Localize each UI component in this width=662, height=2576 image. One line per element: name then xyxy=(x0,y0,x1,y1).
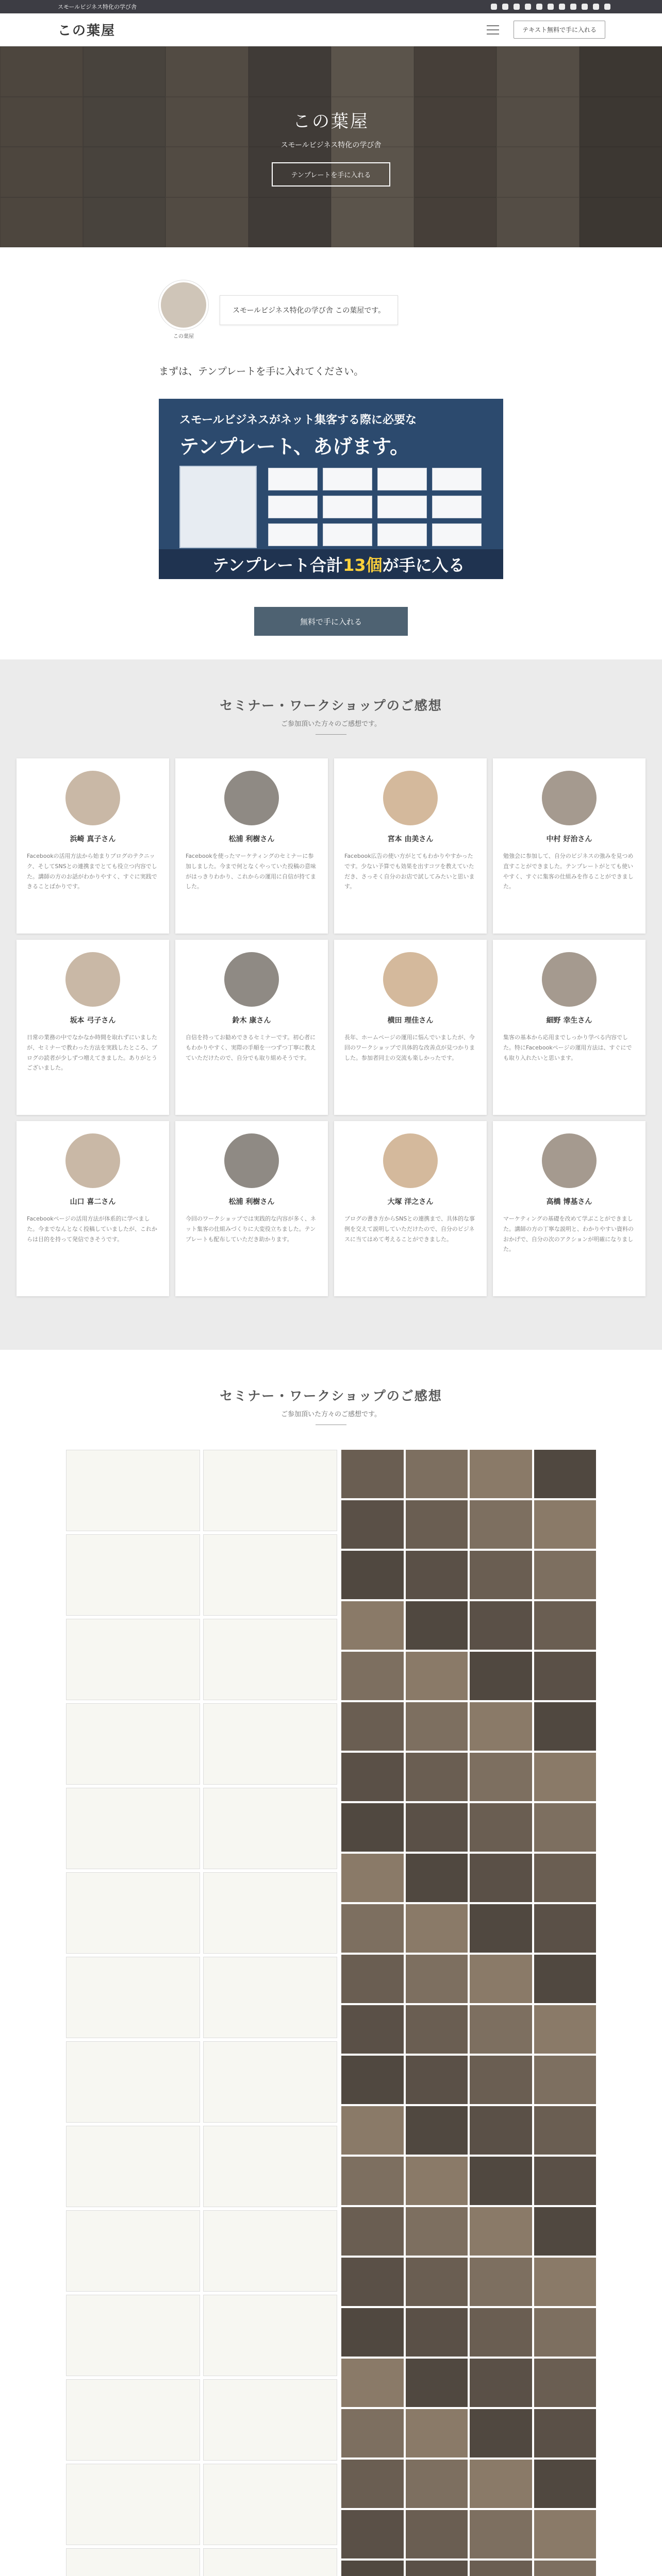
site-header xyxy=(0,13,662,46)
seminar-photo xyxy=(406,1854,468,1902)
seminar-photo xyxy=(341,2258,404,2306)
header-cta-button[interactable]: テキスト無料で手に入れる xyxy=(514,21,605,39)
testimonial-text: 長年、ホームページの運用に悩んでいましたが、今回のワークショップで具体的な改善点が見つかりました。参加者同士の交流も楽しかったです。 xyxy=(344,1034,475,1061)
testimonial-text: Facebookの活用方法から始まりブログのテクニック、そしてSNSとの連携までとても役立つ内容でした。講師の方のお話がわかりやすく、すぐに実践できることばかりです。 xyxy=(27,853,157,890)
seminar-photo xyxy=(406,2157,468,2205)
feedly-icon[interactable] xyxy=(559,4,565,10)
intro-speech xyxy=(159,280,398,340)
seminar-photo xyxy=(341,2460,404,2508)
feedback-sheet-image xyxy=(66,2464,200,2545)
section-title: セミナー・ワークショップのご感想 xyxy=(220,698,442,713)
seminar-photo xyxy=(470,2258,532,2306)
feedback-sheet-image xyxy=(203,1534,337,1616)
avatar xyxy=(383,952,438,1007)
seminar-photo xyxy=(406,1450,468,1498)
testimonial-name: 松浦 利樹さん xyxy=(228,1198,275,1206)
seminar-photo xyxy=(406,2258,468,2306)
instagram-icon[interactable] xyxy=(593,4,599,10)
seminar-photo xyxy=(341,2510,404,2558)
seminar-photo xyxy=(341,1601,404,1650)
seminar-photo xyxy=(470,2460,532,2508)
seminar-photo xyxy=(406,1702,468,1751)
feedback-sheet-image xyxy=(66,1619,200,1700)
seminar-photo xyxy=(341,2106,404,2155)
seminar-photo xyxy=(470,2510,532,2558)
seminar-photo xyxy=(470,1500,532,1549)
seminar-photo xyxy=(534,2258,597,2306)
avatar xyxy=(159,280,208,330)
feedback-sheet-image xyxy=(66,1788,200,1869)
feedback-sheet-image xyxy=(66,1534,200,1616)
feedback-sheet-image xyxy=(203,1450,337,1531)
seminar-photo xyxy=(341,1904,404,1953)
testimonial-text: 勉強会に参加して、自分のビジネスの強みを見つめ直すことができました。テンプレートがとても使いやすく、すぐに集客の仕組みを作ることができました。 xyxy=(503,853,634,890)
avatar xyxy=(542,771,597,825)
seminar-photo xyxy=(534,1551,597,1599)
testimonial-card xyxy=(16,1121,169,1296)
testimonial-card xyxy=(493,758,646,934)
seminar-photo xyxy=(341,2561,404,2576)
seminar-photo xyxy=(406,2106,468,2155)
seminar-photo xyxy=(341,2157,404,2205)
seminar-photo xyxy=(534,2409,597,2458)
seminar-photo xyxy=(470,1551,532,1599)
seminar-photo xyxy=(341,1803,404,1852)
testimonial-text: 自信を持ってお勧めできるセミナーです。初心者にもわかりやすく、実際の手順を一つずつ丁寧に教えていただけたので、自分でも取り組めそうです。 xyxy=(186,1034,316,1061)
seminar-photo xyxy=(534,2359,597,2407)
template-thumbnails xyxy=(268,468,482,546)
feedback-sheet-image xyxy=(203,1788,337,1869)
testimonial-name: 横田 理佳さん xyxy=(387,1016,434,1025)
manual-book-image xyxy=(179,466,257,548)
social-icons xyxy=(491,4,610,10)
seminar-photo xyxy=(470,2561,532,2576)
testimonial-text: Facebookを使ったマーケティングのセミナーに参加しました。今まで何となくやっていた投稿の意味がはっきりわかり、これからの運用に自信が持てました。 xyxy=(186,853,316,890)
testimonial-card xyxy=(175,940,328,1115)
hero-template-button[interactable]: テンプレートを手に入れる xyxy=(272,162,391,187)
seminar-photo xyxy=(534,2510,597,2558)
seminar-photo xyxy=(406,1955,468,2003)
seminar-photo xyxy=(534,2460,597,2508)
feedback-sheet-image xyxy=(203,1619,337,1700)
testimonial-card xyxy=(493,1121,646,1296)
testimonial-name: 中村 好治さん xyxy=(546,835,592,843)
testimonial-card xyxy=(16,758,169,934)
seminar-photo xyxy=(534,2308,597,2357)
facebook-icon[interactable] xyxy=(502,4,508,10)
testimonial-name: 宮本 由美さん xyxy=(387,835,434,843)
seminar-photo xyxy=(470,1450,532,1498)
template-banner[interactable] xyxy=(159,399,503,579)
testimonial-text: Facebook広告の使い方がとてもわかりやすかったです。少ない予算でも効果を出すコツを教えていただき、さっそく自分のお店で試してみたいと思います。 xyxy=(344,853,475,890)
testimonial-text: 集客の基本から応用までしっかり学べる内容でした。特にFacebookページの運用方法は、すぐにでも取り入れたいと思います。 xyxy=(503,1034,632,1061)
avatar-caption: この葉屋 xyxy=(173,334,194,340)
seminar-photo xyxy=(534,1854,597,1902)
seminar-photo xyxy=(534,1500,597,1549)
seminar-photo xyxy=(341,1955,404,2003)
testimonial-name: 細野 幸生さん xyxy=(546,1016,592,1025)
banner-footer-count: 13個 xyxy=(343,555,383,575)
feedback-sheet-image xyxy=(66,1957,200,2038)
seminar-photo xyxy=(470,1854,532,1902)
avatar xyxy=(542,952,597,1007)
feedback-sheet-image xyxy=(66,2210,200,2292)
testimonial-card xyxy=(175,758,328,934)
seminar-photo xyxy=(470,1955,532,2003)
seminar-photo xyxy=(534,1601,597,1650)
testimonial-card xyxy=(16,940,169,1115)
seminar-photo xyxy=(470,2005,532,2054)
seminar-photo xyxy=(341,1753,404,1801)
feedback-section xyxy=(0,1350,662,2576)
feedback-sheet-image xyxy=(66,2295,200,2376)
testimonial-text: 日常の業務の中でなかなか時間を取れずにいましたが、セミナーで教わった方法を実践したところ、ブログの読者が少しずつ増えてきました。ありがとうございました。 xyxy=(27,1034,157,1072)
seminar-photo xyxy=(470,2106,532,2155)
seminar-photo xyxy=(406,2561,468,2576)
hero-section xyxy=(0,46,662,247)
testimonial-text: Facebookページの活用方法が体系的に学べました。今までなんとなく投稿していましたが、これからは目的を持って発信できそうです。 xyxy=(27,1215,157,1243)
testimonial-card xyxy=(334,1121,487,1296)
seminar-photo xyxy=(341,1702,404,1751)
avatar xyxy=(383,1133,438,1188)
avatar xyxy=(65,952,120,1007)
seminar-photo xyxy=(470,1601,532,1650)
testimonial-name: 松浦 利樹さん xyxy=(228,835,275,843)
feedback-sheets xyxy=(66,1450,337,2576)
seminar-photo xyxy=(470,2409,532,2458)
section-subtitle: ご参加頂いた方々のご感想です。 xyxy=(281,1411,381,1418)
seminar-photo xyxy=(534,2561,597,2576)
feedback-sheet-image xyxy=(203,1872,337,1954)
seminar-photo xyxy=(406,2460,468,2508)
seminar-photo xyxy=(534,2207,597,2256)
seminar-photo xyxy=(406,2409,468,2458)
testimonial-text: ブログの書き方からSNSとの連携まで、具体的な事例を交えて説明していただけたので、自分のビジネスに当てはめて考えることができました。 xyxy=(344,1215,475,1243)
seminar-photo xyxy=(341,1500,404,1549)
seminar-photo xyxy=(406,1803,468,1852)
divider xyxy=(316,734,346,735)
seminar-photo xyxy=(341,1854,404,1902)
seminar-photo xyxy=(534,2056,597,2104)
feedback-sheet-image xyxy=(66,2126,200,2207)
get-template-button[interactable]: 無料で手に入れる xyxy=(254,607,408,636)
seminar-photo xyxy=(470,1652,532,1700)
hero-title: この葉屋 xyxy=(293,111,369,132)
feedback-sheet-image xyxy=(203,2295,337,2376)
feedback-sheet-image xyxy=(203,1703,337,1785)
seminar-photo xyxy=(406,2056,468,2104)
seminar-photo xyxy=(406,2005,468,2054)
pocket-icon[interactable] xyxy=(536,4,542,10)
seminar-photo xyxy=(470,1702,532,1751)
hero-subtitle: スモールビジネス特化の学び舎 xyxy=(280,141,382,149)
youtube-icon[interactable] xyxy=(582,4,588,10)
seminar-photo xyxy=(406,1753,468,1801)
seminar-photo xyxy=(534,1702,597,1751)
seminar-photo xyxy=(470,2359,532,2407)
seminar-photo xyxy=(406,1904,468,1953)
seminar-photo xyxy=(534,2157,597,2205)
banner-line2: テンプレート、あげます。 xyxy=(179,435,410,458)
rss-icon[interactable] xyxy=(570,4,576,10)
testimonial-card xyxy=(493,940,646,1115)
seminar-photo xyxy=(534,1955,597,2003)
feedback-sheet-image xyxy=(66,2041,200,2123)
seminar-photo xyxy=(534,1803,597,1852)
testimonial-name: 鈴木 康さん xyxy=(232,1016,271,1025)
seminar-photo xyxy=(341,2005,404,2054)
seminar-photo xyxy=(406,2359,468,2407)
seminar-photo xyxy=(341,2207,404,2256)
site-logo[interactable]: この葉屋 xyxy=(58,23,116,39)
feedback-sheet-image xyxy=(203,2464,337,2545)
feedback-sheet-image xyxy=(203,2126,337,2207)
seminar-photo xyxy=(470,2056,532,2104)
seminar-photo xyxy=(406,1551,468,1599)
testimonials-section xyxy=(0,659,662,1350)
mail-icon[interactable] xyxy=(604,4,610,10)
intro-section xyxy=(0,247,662,659)
seminar-photo xyxy=(406,2308,468,2357)
testimonial-name: 浜崎 真子さん xyxy=(70,835,116,843)
feedback-sheet-image xyxy=(66,1703,200,1785)
feedback-sheet-image xyxy=(203,2379,337,2461)
seminar-photo xyxy=(341,1450,404,1498)
feedback-sheet-image xyxy=(203,2548,337,2576)
seminar-photo xyxy=(534,2005,597,2054)
seminar-photo xyxy=(341,2409,404,2458)
testimonial-card xyxy=(175,1121,328,1296)
avatar xyxy=(383,771,438,825)
seminar-photo xyxy=(341,2359,404,2407)
seminar-photo xyxy=(470,2308,532,2357)
testimonial-card xyxy=(334,758,487,934)
hatena-icon[interactable] xyxy=(525,4,531,10)
banner-line1: スモールビジネスがネット集客する際に必要な xyxy=(179,414,417,427)
speech-bubble: スモールビジネス特化の学び舎 この葉屋です。 xyxy=(220,295,398,325)
testimonial-name: 高橋 博基さん xyxy=(546,1198,592,1206)
feedback-sheet-image xyxy=(203,2041,337,2123)
feedback-sheet-image xyxy=(66,1872,200,1954)
seminar-photo xyxy=(534,1904,597,1953)
seminar-photo xyxy=(534,1753,597,1801)
line-icon[interactable] xyxy=(548,4,554,10)
intro-lead: まずは、テンプレートを手に入れてください。 xyxy=(159,366,364,377)
seminar-photo xyxy=(341,1551,404,1599)
testimonial-name: 山口 喜二さん xyxy=(70,1198,116,1206)
feedback-sheet-image xyxy=(203,1957,337,2038)
avatar xyxy=(224,952,279,1007)
google-plus-icon[interactable] xyxy=(514,4,520,10)
seminar-photo xyxy=(406,1500,468,1549)
site-tagline: スモールビジネス特化の学び舎 xyxy=(58,4,137,10)
seminar-photo xyxy=(470,2207,532,2256)
banner-footer xyxy=(159,549,503,579)
testimonial-cards xyxy=(0,758,662,1296)
testimonial-name: 坂本 弓子さん xyxy=(70,1016,116,1025)
avatar xyxy=(224,771,279,825)
avatar xyxy=(65,1133,120,1188)
seminar-photo xyxy=(534,1652,597,1700)
avatar xyxy=(65,771,120,825)
seminar-photos xyxy=(341,1450,596,2576)
section-subtitle: ご参加頂いた方々のご感想です。 xyxy=(281,720,381,728)
seminar-photo xyxy=(406,1601,468,1650)
testimonial-text: マーケティングの基礎を改めて学ぶことができました。講師の方の丁寧な説明と、わかりやすい資料のおかげで、自分の次のアクションが明確になりました。 xyxy=(503,1215,634,1253)
seminar-photo xyxy=(534,1450,597,1498)
avatar xyxy=(542,1133,597,1188)
section-title: セミナー・ワークショップのご感想 xyxy=(220,1388,442,1403)
seminar-photo xyxy=(534,2106,597,2155)
seminar-photo xyxy=(341,2056,404,2104)
top-bar xyxy=(0,0,662,13)
seminar-photo xyxy=(406,2207,468,2256)
feedback-sheet-image xyxy=(66,2548,200,2576)
seminar-photo xyxy=(470,1753,532,1801)
banner-footer-pre: テンプレート合計 xyxy=(212,555,343,575)
seminar-photo xyxy=(341,2308,404,2357)
seminar-photo xyxy=(341,1652,404,1700)
testimonial-name: 大塚 洋之さん xyxy=(387,1198,434,1206)
feedback-sheet-image xyxy=(203,2210,337,2292)
testimonial-text: 今回のワークショップでは実践的な内容が多く、ネット集客の仕組みづくりに大変役立ちました。テンプレートも配布していただき助かります。 xyxy=(186,1215,316,1243)
feedback-sheet-image xyxy=(66,1450,200,1531)
seminar-photo xyxy=(406,2510,468,2558)
seminar-photo xyxy=(470,1904,532,1953)
testimonial-card xyxy=(334,940,487,1115)
twitter-icon[interactable] xyxy=(491,4,497,10)
menu-icon[interactable] xyxy=(487,25,499,35)
seminar-photo xyxy=(470,2157,532,2205)
feedback-sheet-image xyxy=(66,2379,200,2461)
avatar xyxy=(224,1133,279,1188)
banner-footer-post: が手に入る xyxy=(382,555,465,575)
seminar-photo xyxy=(406,1652,468,1700)
seminar-photo xyxy=(470,1803,532,1852)
